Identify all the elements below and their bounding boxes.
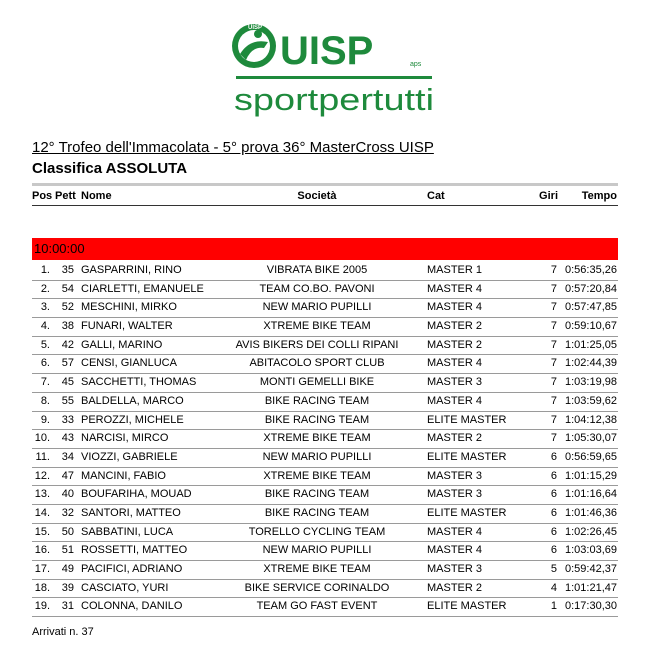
row-society: BIKE SERVICE CORINALDO bbox=[244, 581, 390, 594]
uisp-logo-graphic bbox=[228, 20, 438, 124]
col-pett: Pett bbox=[55, 190, 76, 202]
row-cat: MASTER 3 bbox=[427, 469, 483, 482]
results-table bbox=[32, 262, 618, 617]
row-society: BIKE RACING TEAM bbox=[264, 413, 370, 426]
row-pett: 35 bbox=[61, 264, 74, 276]
row-name: BALDELLA, MARCO bbox=[81, 394, 184, 407]
row-pos: 12. bbox=[34, 469, 50, 482]
row-pett: 55 bbox=[61, 394, 74, 407]
row-pos: 10. bbox=[34, 432, 50, 445]
row-name: SABBATINI, LUCA bbox=[81, 525, 174, 538]
row-society: NEW MARIO PUPILLI bbox=[262, 450, 372, 463]
row-time: 0:57:20,84 bbox=[565, 282, 617, 295]
runner-emblem bbox=[232, 24, 276, 68]
row-time: 1:01:16,64 bbox=[565, 488, 617, 501]
row-pett: 34 bbox=[61, 450, 74, 463]
row-pett: 45 bbox=[61, 376, 74, 389]
row-pett: 40 bbox=[61, 488, 74, 501]
table-row bbox=[32, 486, 618, 505]
row-cat: MASTER 2 bbox=[427, 432, 483, 445]
row-giri: 7 bbox=[550, 320, 557, 333]
row-cat: ELITE MASTER bbox=[427, 450, 507, 463]
row-cat: MASTER 2 bbox=[427, 320, 483, 333]
row-pos: 18. bbox=[34, 581, 50, 594]
row-cat: MASTER 4 bbox=[427, 544, 483, 557]
divider bbox=[32, 183, 618, 186]
row-name: CIARLETTI, EMANUELE bbox=[81, 282, 204, 295]
row-society: TEAM CO.BO. PAVONI bbox=[259, 282, 375, 295]
row-name: PEROZZI, MICHELE bbox=[81, 413, 184, 426]
row-cat: MASTER 4 bbox=[427, 282, 483, 295]
row-pos: 5. bbox=[40, 338, 50, 351]
row-society: XTREME BIKE TEAM bbox=[263, 469, 371, 482]
row-time: 1:02:44,39 bbox=[565, 357, 617, 370]
row-pett: 51 bbox=[61, 544, 74, 557]
row-name: COLONNA, DANILO bbox=[81, 600, 183, 613]
row-time: 1:04:12,38 bbox=[565, 413, 617, 426]
row-society: NEW MARIO PUPILLI bbox=[262, 544, 372, 557]
row-giri: 7 bbox=[550, 282, 557, 295]
row-name: SACCHETTI, THOMAS bbox=[81, 376, 197, 389]
row-giri: 5 bbox=[550, 563, 557, 575]
table-row bbox=[32, 393, 618, 412]
row-pos: 4. bbox=[40, 320, 50, 333]
row-giri: 7 bbox=[550, 413, 557, 426]
row-pos: 7. bbox=[40, 376, 50, 389]
row-pett: 33 bbox=[61, 413, 74, 426]
row-giri: 6 bbox=[550, 506, 557, 519]
row-cat: MASTER 4 bbox=[427, 525, 483, 538]
row-society: BIKE RACING TEAM bbox=[264, 506, 370, 519]
row-giri: 7 bbox=[550, 432, 557, 445]
row-pos: 11. bbox=[35, 450, 50, 463]
col-society: Società bbox=[297, 190, 337, 202]
row-time: 0:59:10,67 bbox=[565, 320, 617, 333]
row-pos: 16. bbox=[34, 544, 50, 557]
row-pos: 1. bbox=[40, 264, 50, 276]
row-pos: 9. bbox=[40, 413, 50, 426]
page-subtitle: Classifica ASSOLUTA bbox=[32, 160, 188, 177]
table-row bbox=[32, 449, 618, 468]
row-giri: 7 bbox=[550, 357, 557, 370]
table-row bbox=[32, 412, 618, 431]
row-time: 1:01:25,05 bbox=[565, 338, 617, 351]
table-row bbox=[32, 524, 618, 543]
uisp-logo bbox=[228, 20, 438, 124]
table-row bbox=[32, 318, 618, 337]
row-pos: 17. bbox=[34, 563, 50, 575]
badge-text: UISP bbox=[248, 25, 263, 31]
row-society: AVIS BIKERS DEI COLLI RIPANI bbox=[235, 338, 399, 351]
row-cat: MASTER 3 bbox=[427, 563, 483, 575]
row-giri: 7 bbox=[550, 264, 557, 276]
row-giri: 6 bbox=[550, 450, 557, 463]
row-name: MESCHINI, MIRKO bbox=[81, 301, 177, 314]
row-society: XTREME BIKE TEAM bbox=[263, 432, 371, 445]
row-time: 1:03:59,62 bbox=[565, 394, 617, 407]
header-divider bbox=[32, 205, 618, 206]
col-name: Nome bbox=[81, 190, 112, 202]
row-time: 0:56:59,65 bbox=[565, 450, 617, 463]
row-pett: 52 bbox=[61, 301, 74, 314]
col-giri: Giri bbox=[539, 190, 558, 202]
row-society: TEAM GO FAST EVENT bbox=[256, 600, 378, 613]
row-pett: 38 bbox=[61, 320, 74, 333]
row-society: BIKE RACING TEAM bbox=[264, 394, 370, 407]
row-cat: ELITE MASTER bbox=[427, 600, 507, 613]
row-name: CENSI, GIANLUCA bbox=[81, 357, 177, 370]
row-time: 0:59:42,37 bbox=[565, 563, 617, 575]
row-cat: MASTER 4 bbox=[427, 301, 483, 314]
row-name: GALLI, MARINO bbox=[81, 338, 163, 351]
row-society: NEW MARIO PUPILLI bbox=[262, 301, 372, 314]
table-row bbox=[32, 355, 618, 374]
row-name: ROSSETTI, MATTEO bbox=[81, 544, 188, 557]
row-time: 1:01:15,29 bbox=[565, 469, 617, 482]
row-pett: 50 bbox=[61, 525, 74, 538]
row-giri: 6 bbox=[550, 488, 557, 501]
row-pett: 54 bbox=[61, 282, 74, 295]
row-pett: 43 bbox=[61, 432, 74, 445]
row-name: FUNARI, WALTER bbox=[81, 320, 173, 333]
table-row bbox=[32, 262, 618, 281]
table-row bbox=[32, 561, 618, 580]
col-cat: Cat bbox=[427, 190, 445, 202]
row-pos: 15. bbox=[34, 525, 50, 538]
table-row bbox=[32, 598, 618, 617]
row-pos: 8. bbox=[40, 394, 50, 407]
row-pos: 3. bbox=[40, 301, 50, 314]
row-giri: 1 bbox=[550, 600, 557, 613]
row-cat: MASTER 4 bbox=[427, 394, 483, 407]
row-giri: 7 bbox=[550, 376, 557, 389]
row-name: PACIFICI, ADRIANO bbox=[81, 563, 183, 575]
row-pos: 19. bbox=[34, 600, 50, 613]
row-society: XTREME BIKE TEAM bbox=[263, 563, 371, 575]
row-time: 0:56:35,26 bbox=[565, 264, 617, 276]
row-pos: 6. bbox=[40, 357, 50, 370]
col-pos: Pos bbox=[32, 190, 53, 202]
row-name: BOUFARIHA, MOUAD bbox=[81, 488, 192, 501]
table-row bbox=[32, 542, 618, 561]
row-cat: MASTER 2 bbox=[427, 581, 483, 594]
logo-divider bbox=[236, 76, 432, 79]
row-pett: 47 bbox=[61, 469, 74, 482]
row-pett: 57 bbox=[61, 357, 74, 370]
start-time-band bbox=[32, 238, 618, 260]
row-giri: 6 bbox=[550, 544, 557, 557]
row-time: 1:02:26,45 bbox=[565, 525, 617, 538]
row-name: GASPARRINI, RINO bbox=[81, 264, 182, 276]
row-giri: 6 bbox=[550, 469, 557, 482]
row-time: 1:01:21,47 bbox=[565, 581, 617, 594]
row-pett: 32 bbox=[61, 506, 74, 519]
row-giri: 7 bbox=[550, 301, 557, 314]
row-giri: 6 bbox=[550, 525, 557, 538]
row-pos: 2. bbox=[40, 282, 50, 295]
row-name: SANTORI, MATTEO bbox=[81, 506, 181, 519]
row-name: VIOZZI, GABRIELE bbox=[81, 450, 178, 463]
row-giri: 7 bbox=[550, 394, 557, 407]
row-pos: 13. bbox=[34, 488, 50, 501]
row-name: NARCISI, MIRCO bbox=[81, 432, 169, 445]
table-row bbox=[32, 299, 618, 318]
page-title: 12° Trofeo dell'Immacolata - 5° prova 36° MasterCross UISP bbox=[32, 139, 434, 156]
row-time: 1:03:03,69 bbox=[565, 544, 617, 557]
row-name: CASCIATO, YURI bbox=[81, 581, 169, 594]
row-cat: MASTER 2 bbox=[427, 338, 483, 351]
row-cat: MASTER 3 bbox=[427, 488, 483, 501]
row-cat: MASTER 1 bbox=[427, 264, 483, 276]
row-pett: 39 bbox=[61, 581, 74, 594]
row-society: TORELLO CYCLING TEAM bbox=[248, 525, 386, 538]
table-row bbox=[32, 580, 618, 599]
brand-text: UISP bbox=[280, 29, 374, 73]
table-row bbox=[32, 281, 618, 300]
col-time: Tempo bbox=[581, 190, 617, 202]
row-giri: 7 bbox=[550, 338, 557, 351]
row-society: XTREME BIKE TEAM bbox=[263, 320, 371, 333]
row-pos: 14. bbox=[34, 506, 50, 519]
start-time: 10:00:00 bbox=[34, 241, 85, 256]
arrivals-count: Arrivati n. 37 bbox=[32, 626, 94, 638]
row-pett: 42 bbox=[61, 338, 74, 351]
row-time: 1:01:46,36 bbox=[565, 506, 617, 519]
row-society: MONTI GEMELLI BIKE bbox=[259, 376, 375, 389]
table-row bbox=[32, 430, 618, 449]
row-cat: ELITE MASTER bbox=[427, 413, 507, 426]
row-time: 1:05:30,07 bbox=[565, 432, 617, 445]
table-row bbox=[32, 468, 618, 487]
row-cat: MASTER 4 bbox=[427, 357, 483, 370]
table-row bbox=[32, 374, 618, 393]
row-time: 0:57:47,85 bbox=[565, 301, 617, 314]
tagline-text: sportpertutti bbox=[234, 82, 434, 117]
row-cat: MASTER 3 bbox=[427, 376, 483, 389]
row-name: MANCINI, FABIO bbox=[81, 469, 166, 482]
table-header bbox=[32, 190, 618, 204]
row-pett: 31 bbox=[61, 600, 74, 613]
row-time: 0:17:30,30 bbox=[565, 600, 617, 613]
row-giri: 4 bbox=[550, 581, 557, 594]
row-society: BIKE RACING TEAM bbox=[264, 488, 370, 501]
row-time: 1:03:19,98 bbox=[565, 376, 617, 389]
row-society: ABITACOLO SPORT CLUB bbox=[249, 357, 385, 370]
row-pett: 49 bbox=[61, 563, 74, 575]
aps-text: aps bbox=[410, 61, 422, 68]
row-cat: ELITE MASTER bbox=[427, 506, 507, 519]
row-society: VIBRATA BIKE 2005 bbox=[266, 264, 368, 276]
table-row bbox=[32, 505, 618, 524]
table-row bbox=[32, 337, 618, 356]
